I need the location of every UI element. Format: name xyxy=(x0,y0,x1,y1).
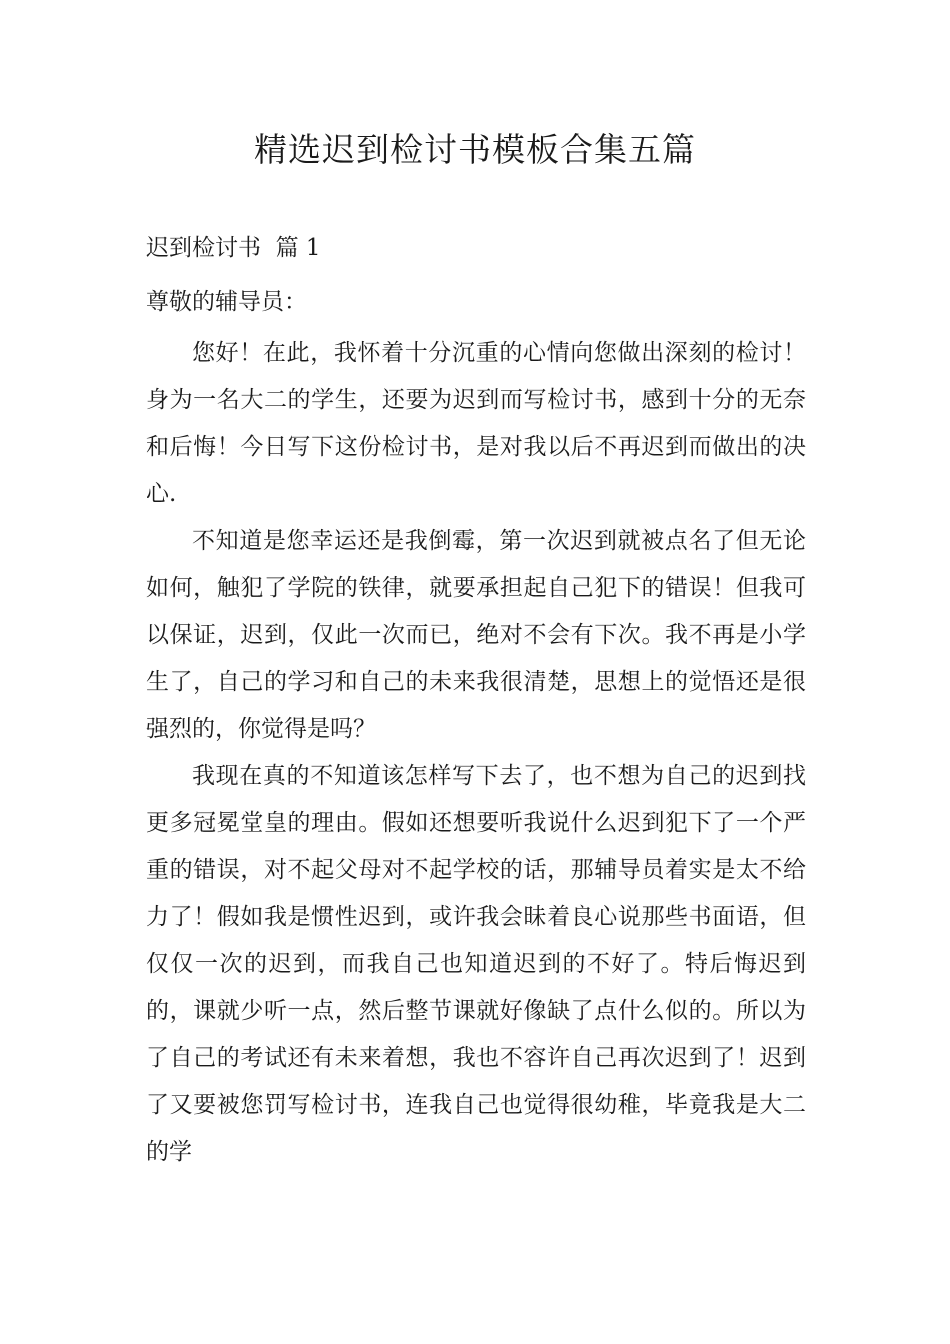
paragraph-3: 我现在真的不知道该怎样写下去了，也不想为自己的迟到找更多冠冕堂皇的理由。假如还想要听我说什么迟到犯下了一个严重的错误，对不起父母对不起学校的话，那辅导员着实是太不给力了！假如我是惯性迟到，或许我会昧着良心说那些书面语，但仅仅一次的迟到，而我自己也知道迟到的不好了。特后悔迟到的，课就少听一点，然后整节课就好像缺了点什么似的。所以为了自己的考试还有未来着想，我也不容许自己再次迟到了！迟到了又要被您罚写检讨书，连我自己也觉得很幼稚，毕竟我是大二的学 xyxy=(146,763,806,1165)
paragraph-1: 您好！在此，我怀着十分沉重的心情向您做出深刻的检讨！身为一名大二的学生，还要为迟到而写检讨书，感到十分的无奈和后悔！今日写下这份检讨书，是对我以后不再迟到而做出的决心. xyxy=(146,340,806,507)
paragraph-2: 不知道是您幸运还是我倒霉，第一次迟到就被点名了但无论如何，触犯了学院的铁律，就要承担起自己犯下的错误！但我可以保证，迟到，仅此一次而已，绝对不会有下次。我不再是小学生了，自己的学习和自己的未来我很清楚，思想上的觉悟还是很强烈的，你觉得是吗？ xyxy=(146,528,806,742)
salutation: 尊敬的辅导员： xyxy=(146,289,307,315)
document-body xyxy=(146,330,806,1176)
document-title: 精选迟到检讨书模板合集五篇 xyxy=(254,130,696,169)
section-heading: 迟到检讨书 篇 1 xyxy=(146,235,321,261)
